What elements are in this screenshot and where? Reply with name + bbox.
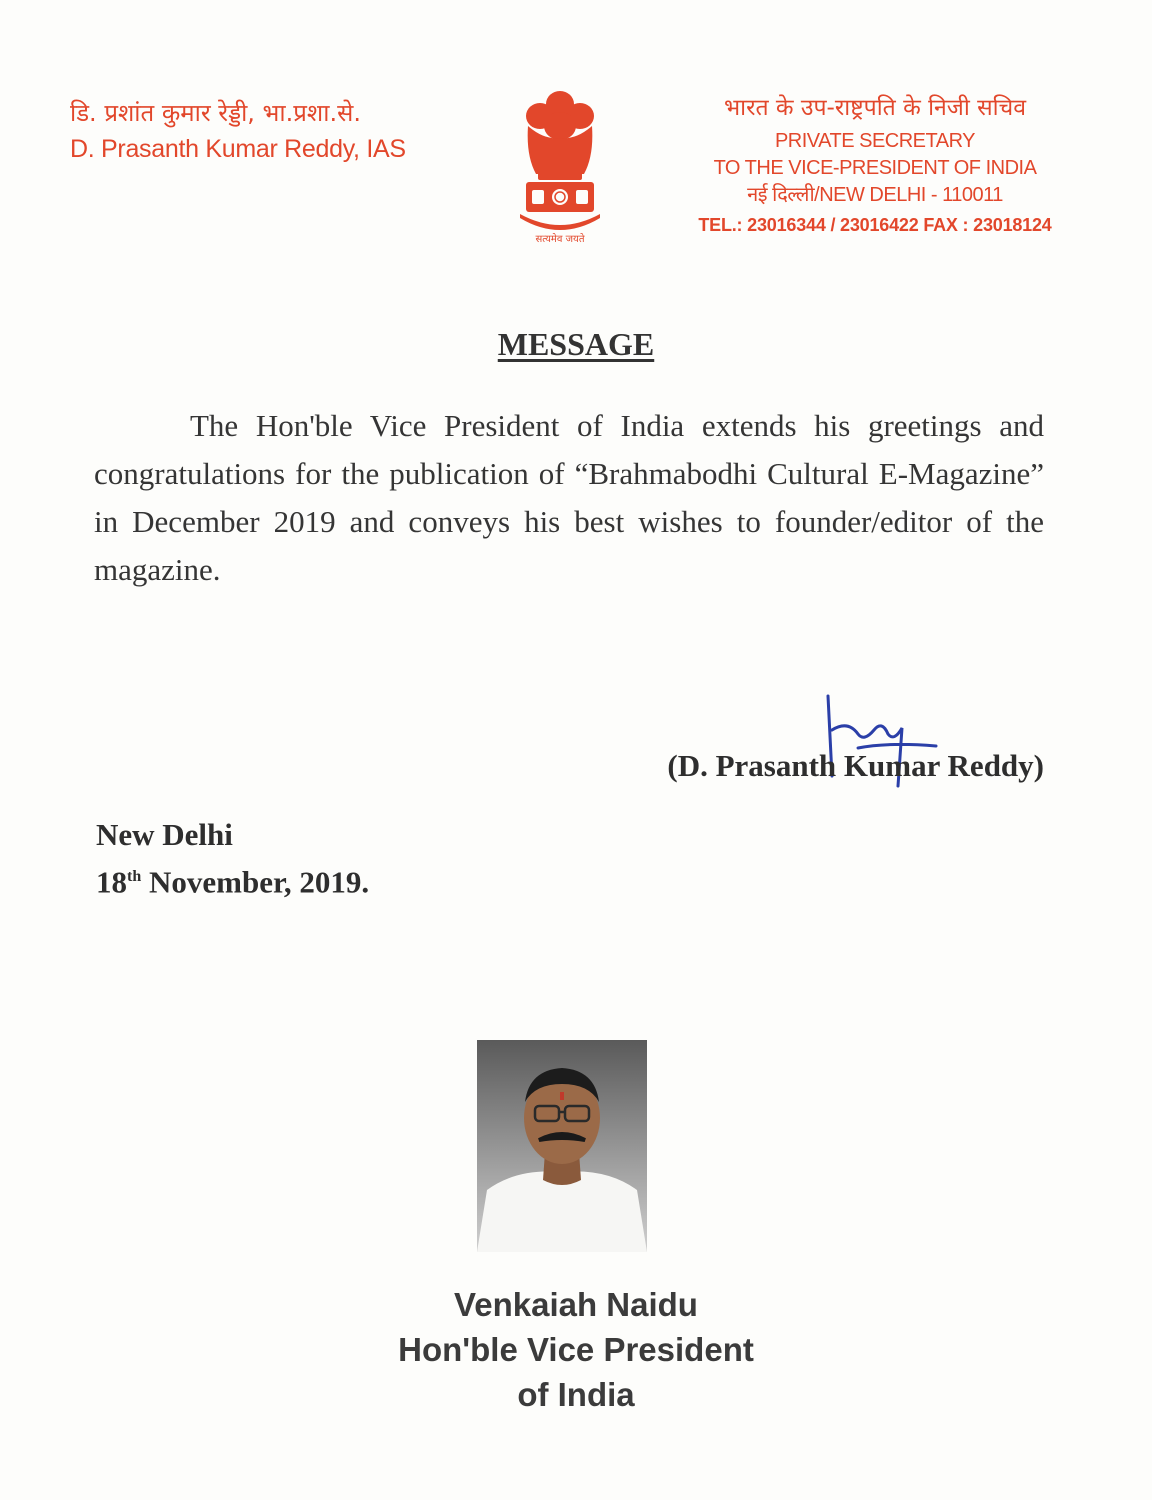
signatory-name: (D. Prasanth Kumar Reddy): [667, 748, 1044, 783]
office-title-line1: PRIVATE SECRETARY: [774, 130, 976, 152]
date-rest: November, 2019.: [141, 864, 370, 900]
letterhead-left: [70, 96, 406, 164]
caption-title: Hon'ble Vice President: [398, 1331, 754, 1368]
caption-country: of India: [517, 1376, 635, 1413]
place: New Delhi: [96, 817, 233, 852]
portrait-photo: [477, 1040, 647, 1252]
date-suffix: th: [127, 868, 142, 885]
office-title-line2: TO THE VICE-PRESIDENT OF INDIA: [713, 157, 1037, 179]
office-contact: TEL.: 23016344 / 23016422 FAX : 23018124: [698, 215, 1052, 235]
letterhead-right: [650, 90, 1100, 236]
office-title-hindi: भारत के उप-राष्ट्रपति के निजी सचिव: [723, 95, 1027, 121]
message-heading: MESSAGE: [497, 326, 655, 362]
sender-name-hindi: डि. प्रशांत कुमार रेड्डी, भा.प्रशा.से.: [70, 99, 361, 127]
date-day: 18: [96, 864, 127, 900]
message-body: The Hon'ble Vice President of India extends his greetings and congratulations for the publication of “Brahmabodhi Cultural E-Magazine” in December 2019 and conveys his best wishes to founder/editor of the magazine.: [94, 408, 1044, 587]
date: [96, 856, 369, 903]
photo-caption: [0, 1282, 1152, 1417]
emblem-motto: सत्यमेव जयते: [535, 234, 585, 245]
office-address: नई दिल्ली/NEW DELHI - 110011: [747, 184, 1003, 206]
caption-name: Venkaiah Naidu: [454, 1286, 698, 1323]
sender-name: D. Prasanth Kumar Reddy, IAS: [70, 135, 406, 163]
state-emblem-icon: [512, 86, 608, 246]
place-date-block: [96, 814, 369, 903]
